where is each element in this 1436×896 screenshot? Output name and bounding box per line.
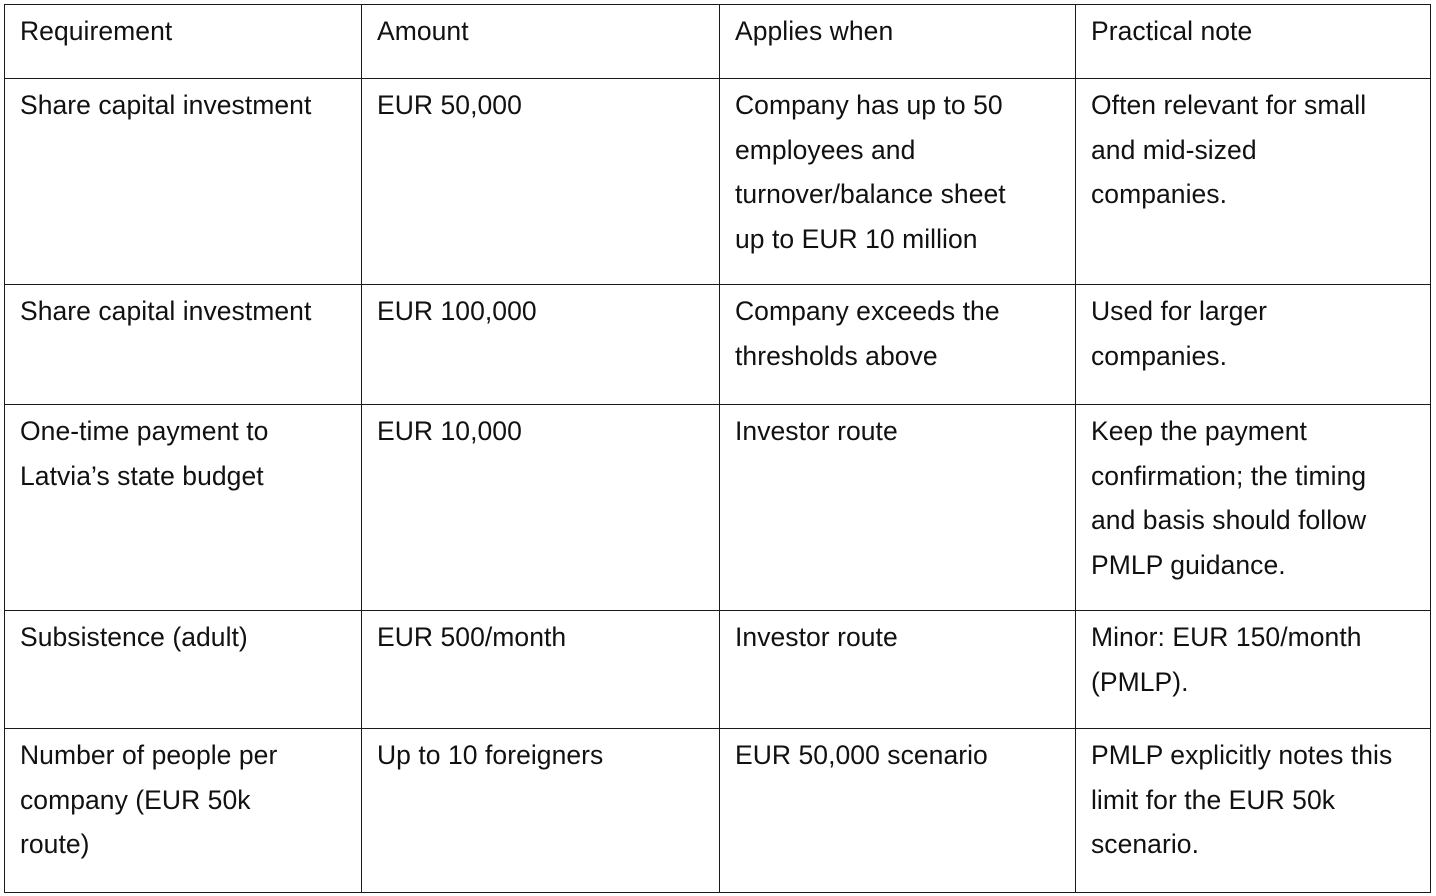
cell-practical-note	[1076, 405, 1431, 611]
cell-requirement: Subsistence (adult)	[5, 611, 362, 729]
cell-line: Often relevant for small	[1091, 90, 1367, 120]
table-body	[5, 5, 1431, 893]
header-amount: Amount	[362, 5, 720, 79]
cell-line: up to EUR 10 million	[735, 223, 978, 254]
cell-line: Latvia’s state budget	[20, 460, 264, 491]
table-row	[5, 79, 1431, 285]
header-practical-note: Practical note	[1076, 5, 1431, 79]
cell-line: thresholds above	[735, 340, 938, 371]
table-row	[5, 405, 1431, 611]
table-header-row	[5, 5, 1431, 79]
cell-practical-note	[1076, 285, 1431, 405]
cell-requirement: Share capital investment	[5, 79, 362, 285]
cell-requirement	[5, 405, 362, 611]
cell-amount: EUR 50,000	[362, 79, 720, 285]
cell-practical-note	[1076, 79, 1431, 285]
cell-applies-when	[720, 79, 1076, 285]
cell-line: companies.	[1091, 340, 1228, 371]
cell-line: Company has up to 50	[735, 90, 1003, 120]
cell-applies-when: EUR 50,000 scenario	[720, 729, 1076, 893]
cell-line: employees and	[735, 134, 916, 165]
cell-applies-when	[720, 285, 1076, 405]
table-row	[5, 729, 1431, 893]
cell-line: Keep the payment	[1091, 416, 1307, 446]
cell-line: Used for larger	[1091, 296, 1268, 326]
cell-line: PMLP guidance.	[1091, 549, 1286, 580]
cell-line: companies.	[1091, 179, 1228, 209]
cell-line: turnover/balance sheet	[735, 179, 1006, 209]
cell-practical-note	[1076, 611, 1431, 729]
table-row	[5, 611, 1431, 729]
cell-line: limit for the EUR 50k	[1091, 784, 1336, 815]
cell-line: scenario.	[1091, 829, 1199, 859]
cell-line: (PMLP).	[1091, 666, 1189, 697]
cell-line: PMLP explicitly notes this	[1091, 740, 1393, 770]
cell-line: Minor: EUR 150/month	[1091, 622, 1362, 652]
cell-line: and mid-sized	[1091, 134, 1257, 165]
cell-amount: Up to 10 foreigners	[362, 729, 720, 893]
cell-amount: EUR 500/month	[362, 611, 720, 729]
cell-line: confirmation; the timing	[1091, 460, 1367, 491]
cell-line: One-time payment to	[20, 416, 269, 446]
cell-line: company (EUR 50k	[20, 784, 251, 815]
cell-line: route)	[20, 829, 90, 859]
cell-amount: EUR 100,000	[362, 285, 720, 405]
cell-requirement	[5, 729, 362, 893]
header-requirement: Requirement	[5, 5, 362, 79]
cell-line: Number of people per	[20, 740, 278, 770]
cell-practical-note	[1076, 729, 1431, 893]
table-row	[5, 285, 1431, 405]
cell-line: and basis should follow	[1091, 505, 1367, 535]
cell-amount: EUR 10,000	[362, 405, 720, 611]
cell-applies-when: Investor route	[720, 611, 1076, 729]
cell-requirement: Share capital investment	[5, 285, 362, 405]
cell-applies-when: Investor route	[720, 405, 1076, 611]
cell-line: Company exceeds the	[735, 296, 1000, 326]
header-applies-when: Applies when	[720, 5, 1076, 79]
requirements-table	[4, 4, 1431, 893]
